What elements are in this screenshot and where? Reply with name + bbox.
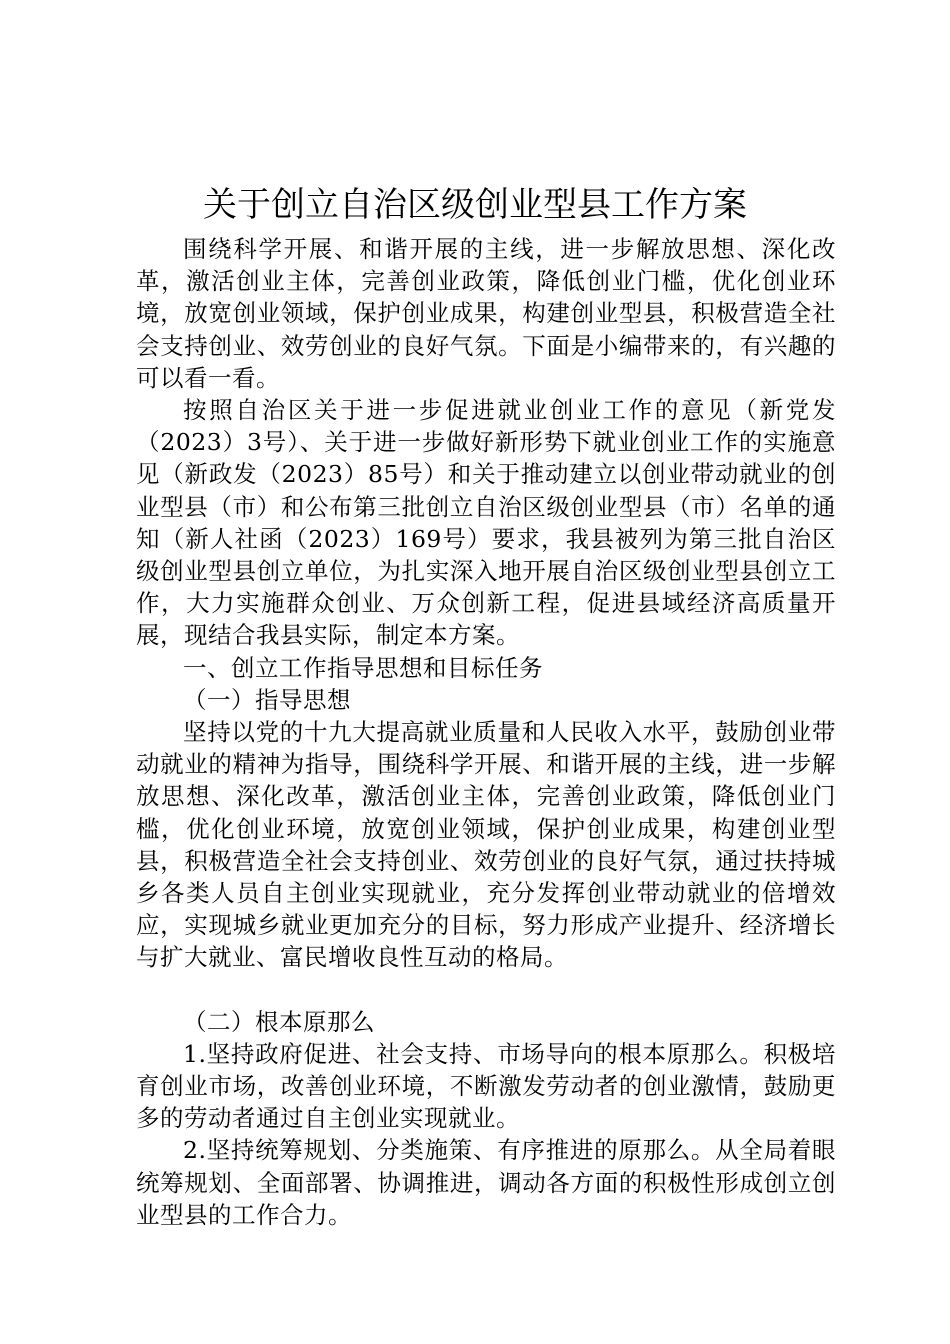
subsection-heading-1: （一）指导思想: [183, 685, 351, 714]
subsection-heading-2: （二）根本原那么: [183, 1007, 375, 1036]
basis-paragraph: 按照自治区关于进一步促进就业创业工作的意见（新党发（2023）3号）、关于进一步做好新形势下就业创业工作的实施意见（新政发（2023）85号）和关于推动建立以创业带动就业的创业型县（市）和公布第三批创立自治区级创业型县（市）名单的通知（新人社函（2023）169号）要求，我县被列为第三批自治区级创业型县创立单位，为扎实深入地开展自治区级创业型县创立工作，大力实施群众创业、万众创新工程，促进县域经济高质量开展，现结合我县实际，制定本方案。: [136, 396, 836, 650]
intro-paragraph: 围绕科学开展、和谐开展的主线，进一步解放思想、深化改革，激活创业主体，完善创业政策，降低创业门槛，优化创业环境，放宽创业领域，保护创业成果，构建创业型县，积极营造全社会支持创业、效劳创业的良好气氛。下面是小编带来的，有兴趣的可以看一看。: [136, 235, 836, 392]
principle-2-paragraph: 2.坚持统筹规划、分类施策、有序推进的原那么。从全局着眼统筹规划、全面部署、协调推进，调动各方面的积极性形成创立创业型县的工作合力。: [136, 1136, 836, 1229]
document-body: [136, 233, 836, 1231]
section-heading-1: 一、创立工作指导思想和目标任务: [183, 653, 543, 682]
principle-1-paragraph: 1.坚持政府促进、社会支持、市场导向的根本原那么。积极培育创业市场，改善创业环境，不断激发劳动者的创业激情，鼓励更多的劳动者通过自主创业实现就业。: [136, 1039, 836, 1133]
paragraph-spacer: [136, 974, 836, 1006]
document-title: 关于创立自治区级创业型县工作方案: [203, 185, 747, 225]
guiding-thought-paragraph: 坚持以党的十九大提高就业质量和人民收入水平，鼓励创业带动就业的精神为指导，围绕科学开展、和谐开展的主线，进一步解放思想、深化改革，激活创业主体，完善创业政策，降低创业门槛，优化创业环境，放宽创业领域，保护创业成果，构建创业型县，积极营造全社会支持创业、效劳创业的良好气氛，通过扶持城乡各类人员自主创业实现就业，充分发挥创业带动就业的倍增效应，实现城乡就业更加充分的目标，努力形成产业提升、经济增长与扩大就业、富民增收良性互动的格局。: [136, 718, 836, 972]
